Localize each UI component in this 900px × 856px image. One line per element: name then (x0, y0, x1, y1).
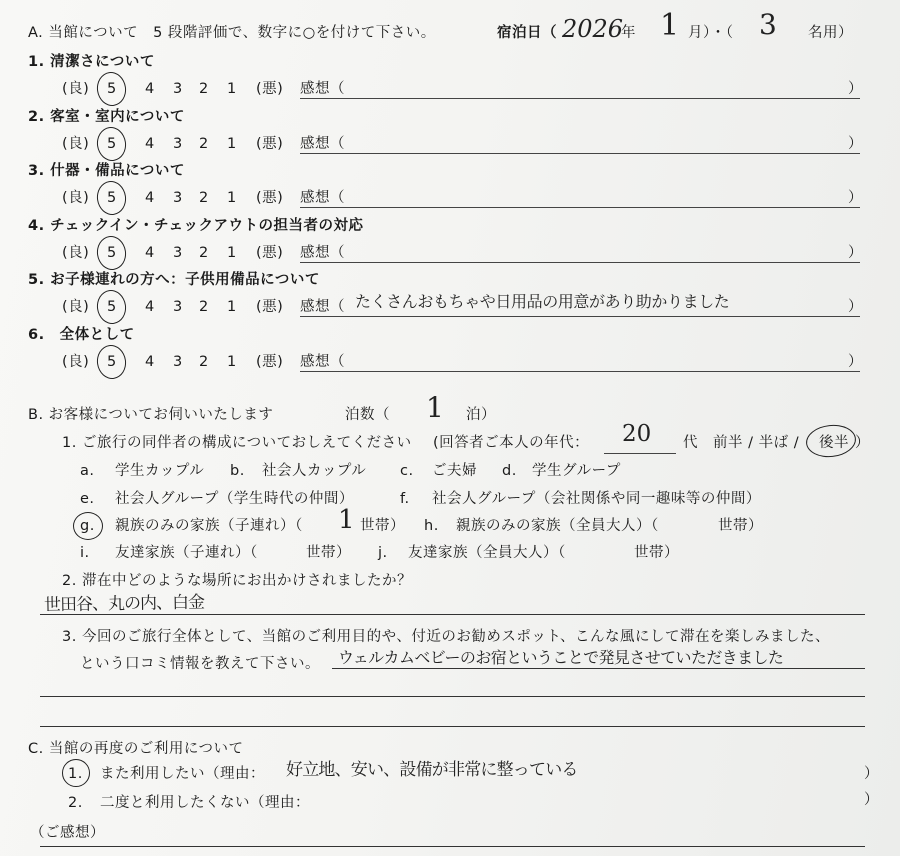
revisit-option-2-close: ） (864, 792, 879, 808)
question-3-rating-2[interactable]: 2 (199, 190, 209, 206)
question-3-impression-line (300, 207, 860, 208)
question-3-bad: (悪) (256, 190, 284, 206)
option-a-text[interactable]: 学生カップル (115, 463, 205, 479)
age-selected-option[interactable]: 後半 (819, 435, 849, 451)
review-question-line2: という口コミ情報を教えて下さい。 (80, 656, 320, 672)
question-5-good: (良) (62, 299, 90, 315)
year-label: 年 (621, 25, 636, 41)
question-4-label: 4. チェックイン・チェックアウトの担当者の対応 (28, 218, 364, 234)
question-5-rating-1[interactable]: 1 (227, 299, 237, 315)
review-answer[interactable]: ウェルカムベビーのお宿ということで発見させていただきました (338, 648, 784, 667)
option-a-key: a. (80, 463, 95, 479)
question-5-close-paren: ） (848, 299, 863, 315)
option-d-key: d. (502, 463, 517, 479)
month-label: 月）・（ (688, 25, 734, 41)
age-value[interactable]: 20 (622, 421, 652, 447)
section-b-title: B. お客様についてお伺いいたします (28, 407, 274, 423)
question-3-rating-4[interactable]: 4 (145, 190, 155, 206)
nights-label: 泊数（ (345, 407, 390, 423)
stay-month-value[interactable]: 1 (660, 8, 680, 43)
section-a-title: A. 当館について 5 段階評価で、数字に○を付けて下さい。 (28, 25, 436, 41)
question-3-label: 3. 什器・備品について (28, 163, 185, 179)
revisit-option-1-close: ） (864, 766, 879, 782)
question-6-close-paren: ） (848, 354, 863, 370)
question-4-rating-5[interactable]: 5 (107, 245, 117, 261)
question-2-good: (良) (62, 136, 90, 152)
option-i-text[interactable]: 友達家族（子連れ）（ (115, 545, 258, 561)
question-4-rating-1[interactable]: 1 (227, 245, 237, 261)
question-1-bad: (悪) (256, 81, 284, 97)
question-4-selected-circle (95, 234, 128, 272)
question-1-rating-1[interactable]: 1 (227, 81, 237, 97)
option-j-text[interactable]: 友達家族（全員大人）（ (408, 545, 566, 561)
section-c-title: C. 当館の再度のご利用について (28, 741, 244, 757)
question-2-bad: (悪) (256, 136, 284, 152)
question-3-close-paren: ） (848, 190, 863, 206)
option-h-key: h. (424, 518, 439, 534)
question-1-rating-3[interactable]: 3 (173, 81, 183, 97)
option-i-suffix: 世帯） (306, 545, 351, 561)
nights-suffix: 泊） (466, 407, 496, 423)
question-5-bad: (悪) (256, 299, 284, 315)
question-4-impression-line (300, 262, 860, 263)
review-answer-line1 (332, 668, 865, 669)
question-2-label: 2. 客室・室内について (28, 109, 185, 125)
question-5-rating-4[interactable]: 4 (145, 299, 155, 315)
option-j-key: j. (378, 545, 388, 561)
question-4-rating-4[interactable]: 4 (145, 245, 155, 261)
question-4-good: (良) (62, 245, 90, 261)
question-1-rating-5[interactable]: 5 (107, 81, 117, 97)
option-g-suffix: 世帯） (360, 518, 405, 534)
comments-line (40, 846, 865, 847)
question-6-rating-1[interactable]: 1 (227, 354, 237, 370)
option-g-text[interactable]: 親族のみの家族（子連れ）（ (115, 518, 303, 534)
option-g-households[interactable]: 1 (338, 505, 355, 535)
option-h-suffix: 世帯） (718, 518, 763, 534)
question-6-bad: (悪) (256, 354, 284, 370)
question-5-selected-circle (95, 288, 128, 326)
question-3-impression-label: 感想（ (300, 190, 345, 206)
question-1-impression-label: 感想（ (300, 81, 345, 97)
question-4-close-paren: ） (848, 245, 863, 261)
question-6-rating-3[interactable]: 3 (173, 354, 183, 370)
question-3-rating-3[interactable]: 3 (173, 190, 183, 206)
question-4-rating-3[interactable]: 3 (173, 245, 183, 261)
question-1-rating-2[interactable]: 2 (199, 81, 209, 97)
question-1-good: (良) (62, 81, 90, 97)
stay-date-label: 宿泊日（ (497, 25, 557, 41)
review-answer-line3 (40, 726, 865, 727)
question-2-rating-2[interactable]: 2 (199, 136, 209, 152)
option-e-key: e. (80, 491, 95, 507)
question-3-rating-1[interactable]: 1 (227, 190, 237, 206)
review-question-line1: 3. 今回のご旅行全体として、当館のご利用目的や、付近のお勧めスポット、こんな風にして滞在を楽しみました、 (62, 629, 831, 645)
outing-question: 2. 滞在中どのような場所にお出かけされましたか？ (62, 573, 412, 589)
question-4-rating-2[interactable]: 2 (199, 245, 209, 261)
question-6-impression-label: 感想（ (300, 354, 345, 370)
question-6-selected-circle (95, 343, 128, 381)
question-2-close-paren: ） (848, 136, 863, 152)
question-4-bad: (悪) (256, 245, 284, 261)
question-1-selected-circle (95, 70, 128, 108)
companion-question: 1. ご旅行の同伴者の構成についておしえてください (62, 435, 412, 451)
question-5-impression-line (300, 316, 860, 317)
age-close: ） (855, 435, 870, 451)
question-3-good: (良) (62, 190, 90, 206)
stay-year-value[interactable]: 2026 (562, 15, 624, 43)
comments-label: （ご感想） (30, 825, 105, 841)
outing-answer-line (40, 614, 865, 615)
question-3-rating-5[interactable]: 5 (107, 190, 117, 206)
option-d-text[interactable]: 学生グループ (532, 463, 621, 479)
option-h-text[interactable]: 親族のみの家族（全員大人）（ (456, 518, 659, 534)
question-2-rating-1[interactable]: 1 (227, 136, 237, 152)
revisit-option-1-text[interactable]: また利用したい（理由： (100, 766, 265, 782)
review-answer-line2 (40, 696, 865, 697)
question-2-impression-line (300, 153, 860, 154)
guest-count-value[interactable]: 3 (759, 8, 777, 41)
question-4-impression-label: 感想（ (300, 245, 345, 261)
question-1-close-paren: ） (848, 81, 863, 97)
option-i-key: i. (80, 545, 90, 561)
question-6-label: 6. 全体として (28, 327, 135, 343)
question-1-rating-4[interactable]: 4 (145, 81, 155, 97)
question-6-rating-4[interactable]: 4 (145, 354, 155, 370)
age-underline (604, 453, 676, 454)
nights-value[interactable]: 1 (426, 391, 444, 424)
question-2-rating-5[interactable]: 5 (107, 136, 117, 152)
question-3-selected-circle (95, 179, 128, 217)
question-2-selected-circle (95, 125, 128, 163)
option-f-key: f. (400, 491, 410, 507)
option-j-suffix: 世帯） (634, 545, 679, 561)
question-2-rating-3[interactable]: 3 (173, 136, 183, 152)
question-5-impression-label: 感想（ (300, 299, 345, 315)
question-2-rating-4[interactable]: 4 (145, 136, 155, 152)
question-6-impression-line (300, 371, 860, 372)
option-e-text[interactable]: 社会人グループ（学生時代の仲間） (115, 491, 354, 507)
age-suffix: 代 前半 / 半ば / (683, 435, 800, 451)
option-b-key: b. (230, 463, 245, 479)
revisit-option-2-text[interactable]: 二度と利用したくない（理由： (100, 795, 310, 811)
option-b-text[interactable]: 社会人カップル (262, 463, 367, 479)
option-c-text[interactable]: ご夫婦 (432, 463, 477, 479)
question-5-rating-2[interactable]: 2 (199, 299, 209, 315)
question-5-comment[interactable]: たくさんおもちゃや日用品の用意があり助かりました (355, 292, 730, 311)
question-5-rating-5[interactable]: 5 (107, 299, 117, 315)
question-6-rating-2[interactable]: 2 (199, 354, 209, 370)
question-1-label: 1. 清潔さについて (28, 54, 155, 70)
guest-count-label: 名用） (808, 25, 853, 41)
option-g-key: g. (80, 518, 95, 534)
question-2-impression-label: 感想（ (300, 136, 345, 152)
question-6-rating-5[interactable]: 5 (107, 354, 117, 370)
revisit-option-1-num: 1. (68, 766, 83, 782)
option-f-text[interactable]: 社会人グループ（会社関係や同一趣味等の仲間） (432, 491, 761, 507)
outing-answer[interactable]: 世田谷、丸の内、白金 (43, 592, 205, 616)
question-1-impression-line (300, 98, 860, 99)
age-label: (回答者ご本人の年代： (433, 435, 590, 451)
option-c-key: c. (400, 463, 414, 479)
question-5-label: 5. お子様連れの方へ：子供用備品について (28, 272, 320, 288)
revisit-option-2-num: 2. (68, 795, 83, 811)
question-5-rating-3[interactable]: 3 (173, 299, 183, 315)
question-6-good: (良) (62, 354, 90, 370)
age-selected-circle (804, 422, 857, 459)
revisit-reason[interactable]: 好立地、安い、設備が非常に整っている (286, 760, 578, 780)
